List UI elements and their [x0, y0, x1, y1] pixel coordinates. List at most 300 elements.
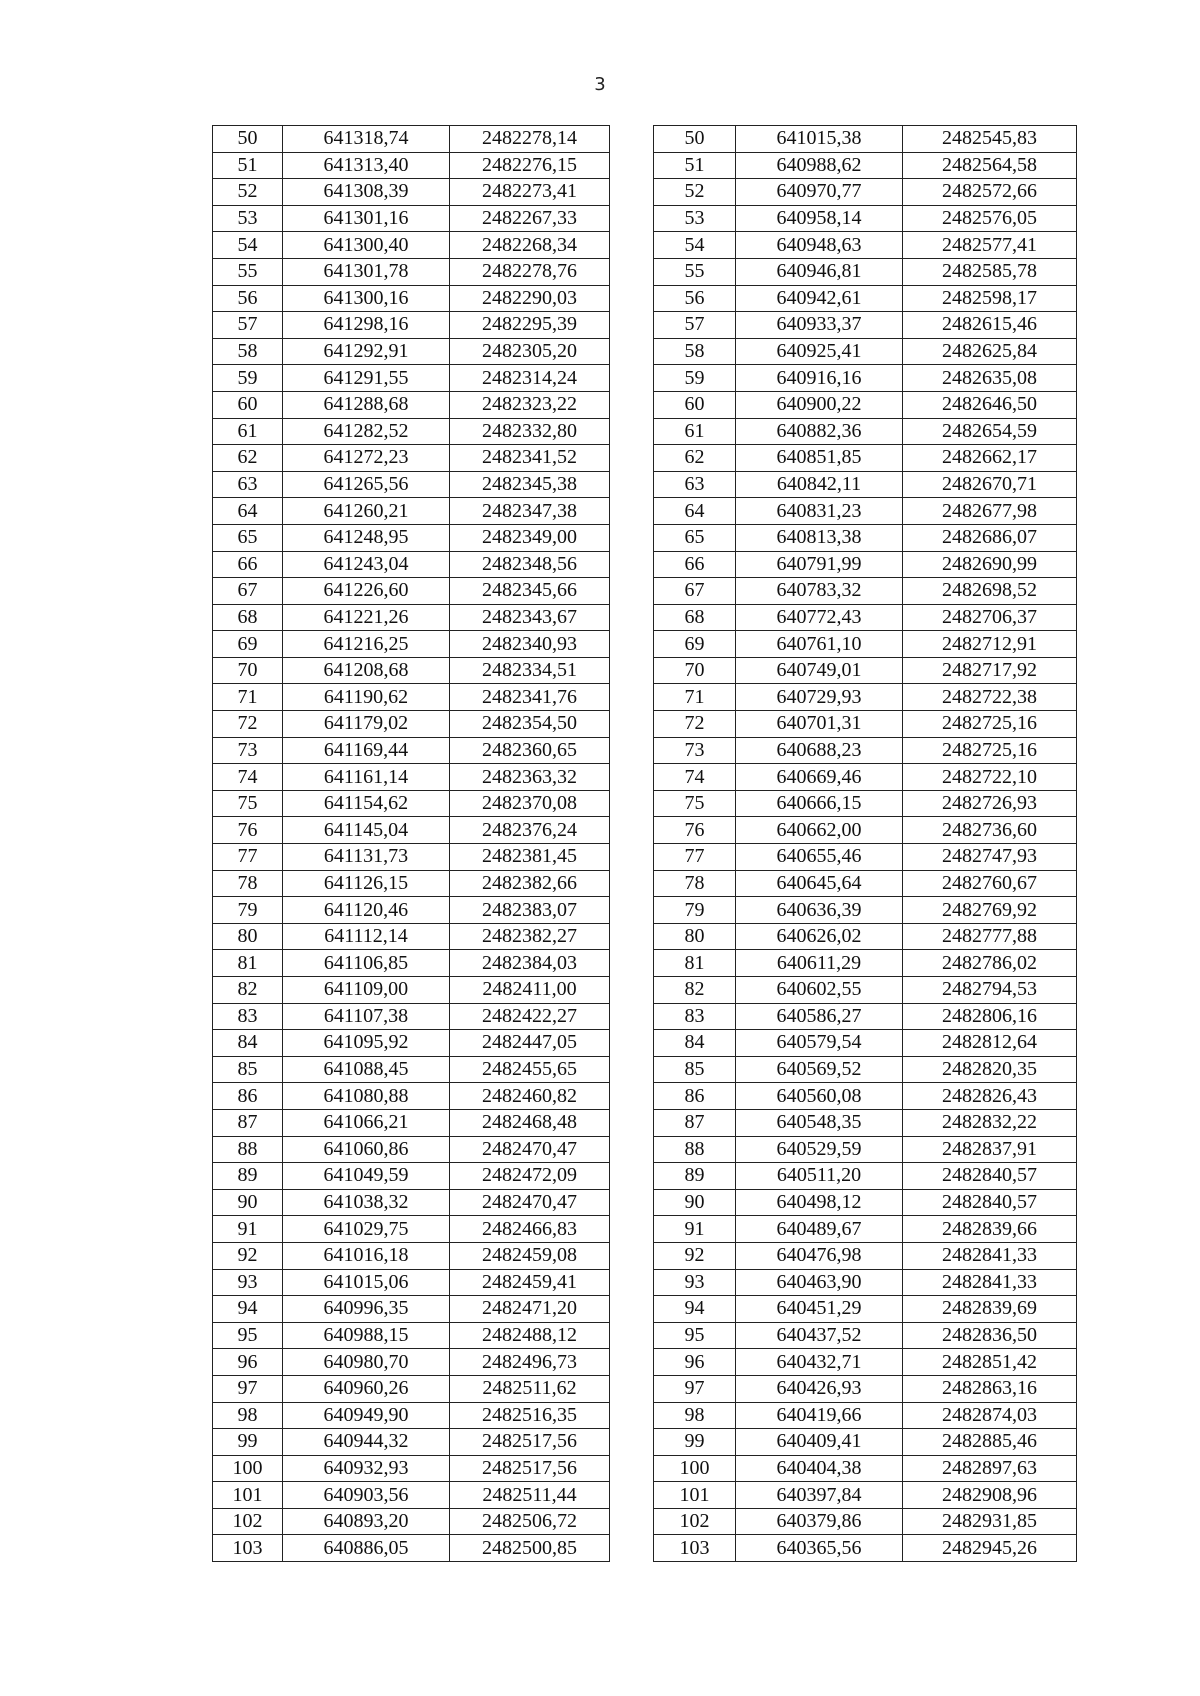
left-x-coordinate-cell: 640996,35 [283, 1296, 450, 1323]
left-y-coordinate-cell: 2482506,72 [450, 1508, 610, 1535]
left-y-coordinate-cell: 2482384,03 [450, 950, 610, 977]
left-y-coordinate-cell: 2482354,50 [450, 711, 610, 738]
left-x-coordinate-cell: 641179,02 [283, 711, 450, 738]
right-y-coordinate-cell: 2482806,16 [903, 1003, 1077, 1030]
column-gap [610, 1508, 654, 1535]
right-x-coordinate-cell: 640404,38 [736, 1455, 903, 1482]
left-y-coordinate-cell: 2482516,35 [450, 1402, 610, 1429]
column-gap [610, 1242, 654, 1269]
right-y-coordinate-cell: 2482736,60 [903, 817, 1077, 844]
right-y-coordinate-cell: 2482706,37 [903, 604, 1077, 631]
right-point-number-cell: 81 [654, 950, 736, 977]
right-y-coordinate-cell: 2482545,83 [903, 126, 1077, 153]
table-row [213, 604, 1077, 631]
left-x-coordinate-cell: 641109,00 [283, 977, 450, 1004]
right-x-coordinate-cell: 640409,41 [736, 1429, 903, 1456]
right-point-number-cell: 79 [654, 897, 736, 924]
column-gap [610, 790, 654, 817]
left-y-coordinate-cell: 2482382,27 [450, 923, 610, 950]
right-point-number-cell: 82 [654, 977, 736, 1004]
right-x-coordinate-cell: 640611,29 [736, 950, 903, 977]
right-y-coordinate-cell: 2482840,57 [903, 1163, 1077, 1190]
right-x-coordinate-cell: 640851,85 [736, 445, 903, 472]
table-row [213, 1349, 1077, 1376]
right-point-number-cell: 72 [654, 711, 736, 738]
left-point-number-cell: 58 [213, 338, 283, 365]
right-x-coordinate-cell: 640645,64 [736, 870, 903, 897]
right-x-coordinate-cell: 640831,23 [736, 498, 903, 525]
right-point-number-cell: 54 [654, 232, 736, 259]
right-y-coordinate-cell: 2482576,05 [903, 205, 1077, 232]
right-y-coordinate-cell: 2482670,71 [903, 471, 1077, 498]
left-point-number-cell: 60 [213, 391, 283, 418]
right-point-number-cell: 59 [654, 365, 736, 392]
left-point-number-cell: 75 [213, 790, 283, 817]
right-point-number-cell: 73 [654, 737, 736, 764]
right-point-number-cell: 62 [654, 445, 736, 472]
right-x-coordinate-cell: 640602,55 [736, 977, 903, 1004]
table-row [213, 1296, 1077, 1323]
right-point-number-cell: 97 [654, 1375, 736, 1402]
right-y-coordinate-cell: 2482598,17 [903, 285, 1077, 312]
left-y-coordinate-cell: 2482348,56 [450, 551, 610, 578]
right-y-coordinate-cell: 2482839,69 [903, 1296, 1077, 1323]
left-x-coordinate-cell: 641107,38 [283, 1003, 450, 1030]
right-point-number-cell: 55 [654, 258, 736, 285]
right-x-coordinate-cell: 640476,98 [736, 1242, 903, 1269]
table-row [213, 897, 1077, 924]
right-y-coordinate-cell: 2482826,43 [903, 1083, 1077, 1110]
right-y-coordinate-cell: 2482625,84 [903, 338, 1077, 365]
left-x-coordinate-cell: 641248,95 [283, 524, 450, 551]
right-x-coordinate-cell: 640529,59 [736, 1136, 903, 1163]
left-point-number-cell: 86 [213, 1083, 283, 1110]
column-gap [610, 126, 654, 153]
left-point-number-cell: 78 [213, 870, 283, 897]
table-row [213, 1109, 1077, 1136]
left-x-coordinate-cell: 641038,32 [283, 1189, 450, 1216]
table-row [213, 1322, 1077, 1349]
left-y-coordinate-cell: 2482341,76 [450, 684, 610, 711]
right-point-number-cell: 103 [654, 1535, 736, 1562]
table-row [213, 1030, 1077, 1057]
table-row [213, 737, 1077, 764]
left-y-coordinate-cell: 2482471,20 [450, 1296, 610, 1323]
right-point-number-cell: 90 [654, 1189, 736, 1216]
right-x-coordinate-cell: 640569,52 [736, 1056, 903, 1083]
right-x-coordinate-cell: 640749,01 [736, 657, 903, 684]
right-point-number-cell: 84 [654, 1030, 736, 1057]
right-x-coordinate-cell: 640498,12 [736, 1189, 903, 1216]
left-point-number-cell: 99 [213, 1429, 283, 1456]
table-row [213, 578, 1077, 605]
right-point-number-cell: 50 [654, 126, 736, 153]
left-y-coordinate-cell: 2482459,08 [450, 1242, 610, 1269]
left-x-coordinate-cell: 641088,45 [283, 1056, 450, 1083]
left-point-number-cell: 69 [213, 631, 283, 658]
right-x-coordinate-cell: 640842,11 [736, 471, 903, 498]
left-point-number-cell: 77 [213, 844, 283, 871]
left-point-number-cell: 56 [213, 285, 283, 312]
left-x-coordinate-cell: 641112,14 [283, 923, 450, 950]
left-y-coordinate-cell: 2482470,47 [450, 1189, 610, 1216]
right-y-coordinate-cell: 2482863,16 [903, 1375, 1077, 1402]
right-x-coordinate-cell: 640948,63 [736, 232, 903, 259]
right-y-coordinate-cell: 2482832,22 [903, 1109, 1077, 1136]
right-x-coordinate-cell: 640970,77 [736, 179, 903, 206]
table-row [213, 1429, 1077, 1456]
left-x-coordinate-cell: 641126,15 [283, 870, 450, 897]
right-x-coordinate-cell: 640791,99 [736, 551, 903, 578]
right-point-number-cell: 88 [654, 1136, 736, 1163]
right-y-coordinate-cell: 2482885,46 [903, 1429, 1077, 1456]
right-point-number-cell: 64 [654, 498, 736, 525]
left-y-coordinate-cell: 2482411,00 [450, 977, 610, 1004]
right-point-number-cell: 91 [654, 1216, 736, 1243]
column-gap [610, 977, 654, 1004]
column-gap [610, 1083, 654, 1110]
left-point-number-cell: 57 [213, 312, 283, 339]
table-row [213, 258, 1077, 285]
right-x-coordinate-cell: 640813,38 [736, 524, 903, 551]
left-point-number-cell: 85 [213, 1056, 283, 1083]
right-x-coordinate-cell: 640988,62 [736, 152, 903, 179]
left-y-coordinate-cell: 2482278,76 [450, 258, 610, 285]
right-y-coordinate-cell: 2482747,93 [903, 844, 1077, 871]
left-x-coordinate-cell: 640960,26 [283, 1375, 450, 1402]
left-x-coordinate-cell: 640932,93 [283, 1455, 450, 1482]
right-point-number-cell: 100 [654, 1455, 736, 1482]
right-y-coordinate-cell: 2482677,98 [903, 498, 1077, 525]
right-x-coordinate-cell: 640511,20 [736, 1163, 903, 1190]
left-y-coordinate-cell: 2482273,41 [450, 179, 610, 206]
column-gap [610, 950, 654, 977]
table-row [213, 1216, 1077, 1243]
column-gap [610, 179, 654, 206]
table-row [213, 1535, 1077, 1562]
left-x-coordinate-cell: 641318,74 [283, 126, 450, 153]
right-point-number-cell: 69 [654, 631, 736, 658]
left-x-coordinate-cell: 641095,92 [283, 1030, 450, 1057]
left-y-coordinate-cell: 2482340,93 [450, 631, 610, 658]
left-x-coordinate-cell: 641161,14 [283, 764, 450, 791]
right-y-coordinate-cell: 2482794,53 [903, 977, 1077, 1004]
right-y-coordinate-cell: 2482786,02 [903, 950, 1077, 977]
right-y-coordinate-cell: 2482585,78 [903, 258, 1077, 285]
column-gap [610, 365, 654, 392]
left-x-coordinate-cell: 641265,56 [283, 471, 450, 498]
left-x-coordinate-cell: 641131,73 [283, 844, 450, 871]
table-row [213, 418, 1077, 445]
left-x-coordinate-cell: 641016,18 [283, 1242, 450, 1269]
right-y-coordinate-cell: 2482777,88 [903, 923, 1077, 950]
left-y-coordinate-cell: 2482341,52 [450, 445, 610, 472]
left-x-coordinate-cell: 640944,32 [283, 1429, 450, 1456]
right-point-number-cell: 75 [654, 790, 736, 817]
table-row [213, 1163, 1077, 1190]
right-point-number-cell: 70 [654, 657, 736, 684]
right-point-number-cell: 65 [654, 524, 736, 551]
column-gap [610, 1296, 654, 1323]
right-x-coordinate-cell: 640586,27 [736, 1003, 903, 1030]
left-y-coordinate-cell: 2482460,82 [450, 1083, 610, 1110]
right-x-coordinate-cell: 640761,10 [736, 631, 903, 658]
left-y-coordinate-cell: 2482382,66 [450, 870, 610, 897]
right-point-number-cell: 56 [654, 285, 736, 312]
column-gap [610, 471, 654, 498]
left-x-coordinate-cell: 640980,70 [283, 1349, 450, 1376]
right-point-number-cell: 51 [654, 152, 736, 179]
right-y-coordinate-cell: 2482841,33 [903, 1269, 1077, 1296]
left-y-coordinate-cell: 2482459,41 [450, 1269, 610, 1296]
column-gap [610, 232, 654, 259]
column-gap [610, 711, 654, 738]
left-x-coordinate-cell: 641216,25 [283, 631, 450, 658]
right-point-number-cell: 52 [654, 179, 736, 206]
left-point-number-cell: 51 [213, 152, 283, 179]
right-point-number-cell: 76 [654, 817, 736, 844]
right-point-number-cell: 67 [654, 578, 736, 605]
right-y-coordinate-cell: 2482931,85 [903, 1508, 1077, 1535]
left-x-coordinate-cell: 641292,91 [283, 338, 450, 365]
column-gap [610, 551, 654, 578]
table-row [213, 657, 1077, 684]
left-x-coordinate-cell: 641308,39 [283, 179, 450, 206]
coordinates-table-body [213, 126, 1077, 1562]
right-y-coordinate-cell: 2482820,35 [903, 1056, 1077, 1083]
column-gap [610, 764, 654, 791]
left-x-coordinate-cell: 641221,26 [283, 604, 450, 631]
left-x-coordinate-cell: 641029,75 [283, 1216, 450, 1243]
right-point-number-cell: 80 [654, 923, 736, 950]
column-gap [610, 1402, 654, 1429]
right-point-number-cell: 93 [654, 1269, 736, 1296]
right-point-number-cell: 53 [654, 205, 736, 232]
column-gap [610, 1109, 654, 1136]
right-y-coordinate-cell: 2482769,92 [903, 897, 1077, 924]
right-y-coordinate-cell: 2482897,63 [903, 1455, 1077, 1482]
right-x-coordinate-cell: 640701,31 [736, 711, 903, 738]
left-y-coordinate-cell: 2482314,24 [450, 365, 610, 392]
left-x-coordinate-cell: 641080,88 [283, 1083, 450, 1110]
right-y-coordinate-cell: 2482725,16 [903, 737, 1077, 764]
left-point-number-cell: 80 [213, 923, 283, 950]
table-row [213, 1269, 1077, 1296]
left-x-coordinate-cell: 641298,16 [283, 312, 450, 339]
left-point-number-cell: 96 [213, 1349, 283, 1376]
left-point-number-cell: 88 [213, 1136, 283, 1163]
left-y-coordinate-cell: 2482360,65 [450, 737, 610, 764]
column-gap [610, 338, 654, 365]
right-y-coordinate-cell: 2482712,91 [903, 631, 1077, 658]
left-x-coordinate-cell: 640893,20 [283, 1508, 450, 1535]
left-y-coordinate-cell: 2482345,66 [450, 578, 610, 605]
left-point-number-cell: 54 [213, 232, 283, 259]
right-y-coordinate-cell: 2482851,42 [903, 1349, 1077, 1376]
left-point-number-cell: 72 [213, 711, 283, 738]
right-x-coordinate-cell: 640729,93 [736, 684, 903, 711]
table-row [213, 1189, 1077, 1216]
left-point-number-cell: 63 [213, 471, 283, 498]
table-row [213, 232, 1077, 259]
left-point-number-cell: 55 [213, 258, 283, 285]
right-point-number-cell: 86 [654, 1083, 736, 1110]
left-x-coordinate-cell: 641282,52 [283, 418, 450, 445]
right-y-coordinate-cell: 2482646,50 [903, 391, 1077, 418]
left-y-coordinate-cell: 2482466,83 [450, 1216, 610, 1243]
right-point-number-cell: 78 [654, 870, 736, 897]
left-point-number-cell: 93 [213, 1269, 283, 1296]
left-x-coordinate-cell: 641301,78 [283, 258, 450, 285]
right-x-coordinate-cell: 640419,66 [736, 1402, 903, 1429]
left-y-coordinate-cell: 2482268,34 [450, 232, 610, 259]
left-y-coordinate-cell: 2482370,08 [450, 790, 610, 817]
left-point-number-cell: 95 [213, 1322, 283, 1349]
left-y-coordinate-cell: 2482455,65 [450, 1056, 610, 1083]
left-point-number-cell: 71 [213, 684, 283, 711]
right-x-coordinate-cell: 640437,52 [736, 1322, 903, 1349]
table-row [213, 870, 1077, 897]
right-x-coordinate-cell: 640655,46 [736, 844, 903, 871]
right-point-number-cell: 61 [654, 418, 736, 445]
right-x-coordinate-cell: 640548,35 [736, 1109, 903, 1136]
left-y-coordinate-cell: 2482345,38 [450, 471, 610, 498]
right-y-coordinate-cell: 2482654,59 [903, 418, 1077, 445]
column-gap [610, 737, 654, 764]
right-point-number-cell: 101 [654, 1482, 736, 1509]
right-point-number-cell: 83 [654, 1003, 736, 1030]
left-x-coordinate-cell: 641243,04 [283, 551, 450, 578]
table-row [213, 790, 1077, 817]
right-x-coordinate-cell: 640626,02 [736, 923, 903, 950]
column-gap [610, 817, 654, 844]
table-row [213, 711, 1077, 738]
column-gap [610, 1030, 654, 1057]
column-gap [610, 498, 654, 525]
left-y-coordinate-cell: 2482347,38 [450, 498, 610, 525]
left-point-number-cell: 52 [213, 179, 283, 206]
column-gap [610, 391, 654, 418]
table-row [213, 950, 1077, 977]
left-y-coordinate-cell: 2482332,80 [450, 418, 610, 445]
right-y-coordinate-cell: 2482577,41 [903, 232, 1077, 259]
left-y-coordinate-cell: 2482381,45 [450, 844, 610, 871]
right-y-coordinate-cell: 2482717,92 [903, 657, 1077, 684]
left-point-number-cell: 91 [213, 1216, 283, 1243]
column-gap [610, 312, 654, 339]
left-point-number-cell: 66 [213, 551, 283, 578]
left-x-coordinate-cell: 641288,68 [283, 391, 450, 418]
left-x-coordinate-cell: 641145,04 [283, 817, 450, 844]
table-row [213, 977, 1077, 1004]
column-gap [610, 684, 654, 711]
left-y-coordinate-cell: 2482517,56 [450, 1429, 610, 1456]
table-row [213, 1003, 1077, 1030]
table-row [213, 152, 1077, 179]
left-x-coordinate-cell: 641060,86 [283, 1136, 450, 1163]
right-x-coordinate-cell: 640432,71 [736, 1349, 903, 1376]
right-x-coordinate-cell: 640463,90 [736, 1269, 903, 1296]
left-x-coordinate-cell: 641106,85 [283, 950, 450, 977]
table-row [213, 1083, 1077, 1110]
right-y-coordinate-cell: 2482837,91 [903, 1136, 1077, 1163]
left-x-coordinate-cell: 641291,55 [283, 365, 450, 392]
column-gap [610, 418, 654, 445]
left-point-number-cell: 65 [213, 524, 283, 551]
table-row [213, 205, 1077, 232]
left-y-coordinate-cell: 2482470,47 [450, 1136, 610, 1163]
column-gap [610, 285, 654, 312]
column-gap [610, 1482, 654, 1509]
table-row [213, 1402, 1077, 1429]
column-gap [610, 1535, 654, 1562]
right-x-coordinate-cell: 640882,36 [736, 418, 903, 445]
column-gap [610, 445, 654, 472]
left-x-coordinate-cell: 640988,15 [283, 1322, 450, 1349]
left-x-coordinate-cell: 641169,44 [283, 737, 450, 764]
right-point-number-cell: 71 [654, 684, 736, 711]
left-y-coordinate-cell: 2482468,48 [450, 1109, 610, 1136]
left-point-number-cell: 81 [213, 950, 283, 977]
left-y-coordinate-cell: 2482472,09 [450, 1163, 610, 1190]
table-row [213, 285, 1077, 312]
right-y-coordinate-cell: 2482726,93 [903, 790, 1077, 817]
column-gap [610, 205, 654, 232]
left-x-coordinate-cell: 641300,16 [283, 285, 450, 312]
left-y-coordinate-cell: 2482488,12 [450, 1322, 610, 1349]
table-row [213, 631, 1077, 658]
left-y-coordinate-cell: 2482496,73 [450, 1349, 610, 1376]
column-gap [610, 1136, 654, 1163]
left-point-number-cell: 94 [213, 1296, 283, 1323]
left-y-coordinate-cell: 2482295,39 [450, 312, 610, 339]
column-gap [610, 1429, 654, 1456]
left-point-number-cell: 100 [213, 1455, 283, 1482]
left-point-number-cell: 67 [213, 578, 283, 605]
right-x-coordinate-cell: 641015,38 [736, 126, 903, 153]
table-row [213, 1375, 1077, 1402]
table-row [213, 365, 1077, 392]
left-y-coordinate-cell: 2482349,00 [450, 524, 610, 551]
page-number: 3 [594, 74, 606, 95]
right-point-number-cell: 98 [654, 1402, 736, 1429]
left-point-number-cell: 68 [213, 604, 283, 631]
left-point-number-cell: 92 [213, 1242, 283, 1269]
left-point-number-cell: 87 [213, 1109, 283, 1136]
column-gap [610, 897, 654, 924]
right-point-number-cell: 95 [654, 1322, 736, 1349]
column-gap [610, 631, 654, 658]
column-gap [610, 1216, 654, 1243]
right-x-coordinate-cell: 640669,46 [736, 764, 903, 791]
right-y-coordinate-cell: 2482725,16 [903, 711, 1077, 738]
right-point-number-cell: 58 [654, 338, 736, 365]
right-x-coordinate-cell: 640942,61 [736, 285, 903, 312]
right-y-coordinate-cell: 2482690,99 [903, 551, 1077, 578]
left-point-number-cell: 50 [213, 126, 283, 153]
left-point-number-cell: 84 [213, 1030, 283, 1057]
right-y-coordinate-cell: 2482760,67 [903, 870, 1077, 897]
table-row [213, 391, 1077, 418]
column-gap [610, 1455, 654, 1482]
right-x-coordinate-cell: 640925,41 [736, 338, 903, 365]
right-point-number-cell: 96 [654, 1349, 736, 1376]
left-y-coordinate-cell: 2482376,24 [450, 817, 610, 844]
right-y-coordinate-cell: 2482686,07 [903, 524, 1077, 551]
left-point-number-cell: 79 [213, 897, 283, 924]
left-x-coordinate-cell: 641049,59 [283, 1163, 450, 1190]
right-y-coordinate-cell: 2482615,46 [903, 312, 1077, 339]
